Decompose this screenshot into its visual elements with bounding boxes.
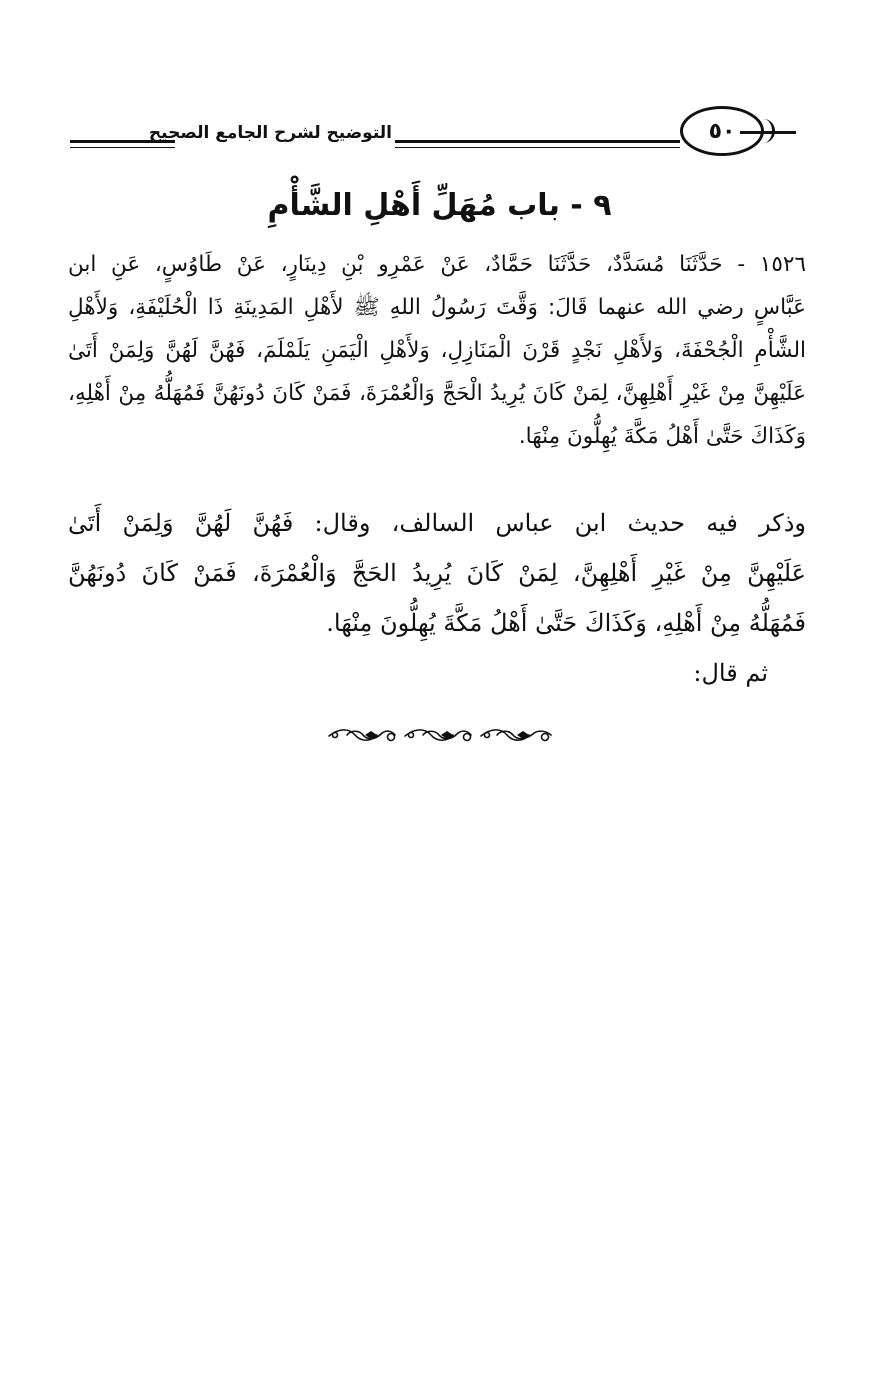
header-rule-middle xyxy=(395,140,680,143)
hadith-line: عَبَّاسٍ رضي الله عنهما قَالَ: وَقَّتَ رَسُولُ اللهِ ﷺ لأَهْلِ المَدِينَةِ ذَا الْحُلَيْفَةِ، وَلأَهْلِ xyxy=(68,295,806,320)
commentary-line: عَلَيْهِنَّ مِنْ غَيْرِ أَهْلِهِنَّ، لِمَنْ كَانَ يُرِيدُ الحَجَّ وَالْعُمْرَةَ، فَمَنْ كَانَ دُونَهُنَّ xyxy=(68,559,806,587)
hadith-line: الشَّأْمِ الْجُحْفَةَ، وَلأَهْلِ نَجْدٍ قَرْنَ الْمَنَازِلِ، وَلأَهْلِ الْيَمَنِ يَلَمْلَمَ، فَهُنَّ لَهُنَّ وَلِمَنْ أَتَىٰ xyxy=(68,338,806,363)
hadith-line: ١٥٢٦ - حَدَّثَنَا مُسَدَّدٌ، حَدَّثَنَا حَمَّادٌ، عَنْ عَمْرِو بْنِ دِينَارٍ، عَنْ طَاوُسٍ، عَنِ ابن xyxy=(68,252,806,277)
hadith-line: وَكَذَاكَ حَتَّىٰ أَهْلُ مَكَّةَ يُهِلُّونَ مِنْهَا. xyxy=(518,424,806,449)
running-title: التوضيح لشرح الجامع الصحيح xyxy=(148,123,392,143)
chapter-heading: ٩ - باب مُهَلِّ أَهْلِ الشَّأْمِ xyxy=(267,188,612,223)
commentary-text xyxy=(68,498,806,648)
floral-divider-ornament-icon xyxy=(325,722,555,748)
hadith-text xyxy=(68,243,806,458)
header-rule-right xyxy=(740,131,796,134)
hadith-line: عَلَيْهِنَّ مِنْ غَيْرِ أَهْلِهِنَّ، لِمَنْ كَانَ يُرِيدُ الْحَجَّ وَالْعُمْرَةَ، فَمَنْ كَانَ دُونَهُنَّ فَمُهَلُّهُ مِنْ أَهْلِهِ، xyxy=(68,381,806,406)
page-number: ٥٠ xyxy=(680,106,764,156)
commentary-closing: ثم قال: xyxy=(693,659,768,687)
running-header xyxy=(60,100,800,164)
commentary-line: وذكر فيه حديث ابن عباس السالف، وقال: فَهُنَّ لَهُنَّ وَلِمَنْ أَتَىٰ xyxy=(68,509,806,537)
commentary-line: فَمُهَلُّهُ مِنْ أَهْلِهِ، وَكَذَاكَ حَتَّىٰ أَهْلُ مَكَّةَ يُهِلُّونَ مِنْهَا. xyxy=(326,609,806,637)
